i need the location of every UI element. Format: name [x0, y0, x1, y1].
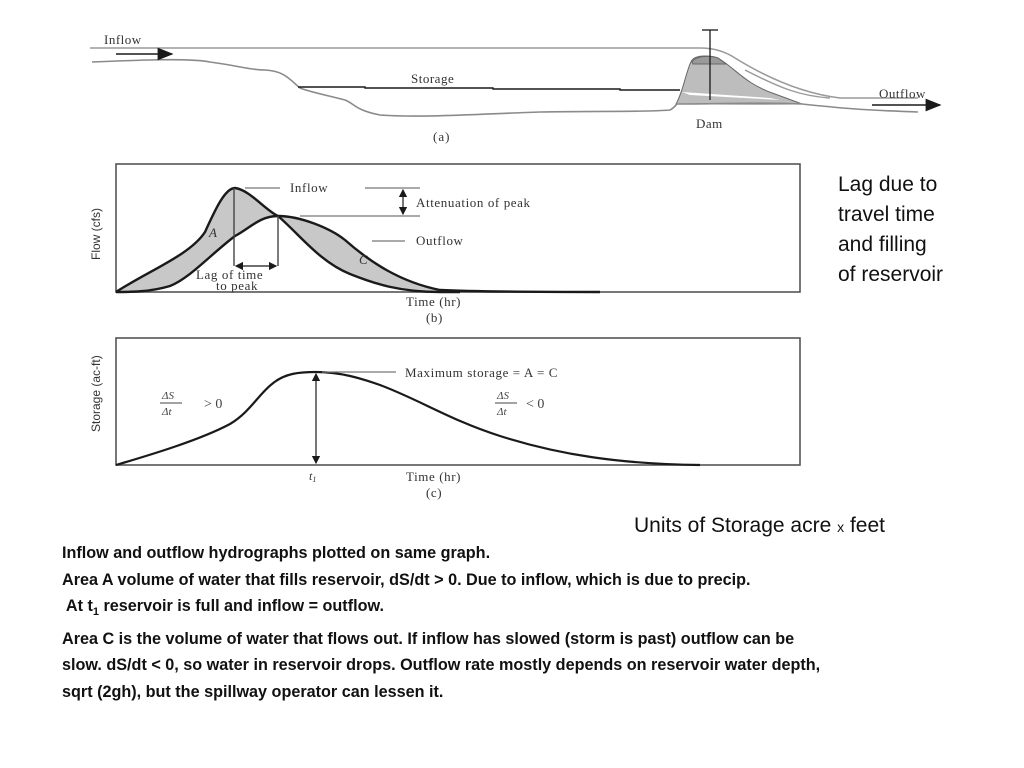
panel-a-reservoir-cross-section [90, 30, 940, 144]
attenuation-label: Attenuation of peak [416, 195, 531, 210]
line3-post: reservoir is full and inflow = outflow. [99, 597, 384, 615]
explanation-line-2: Area A volume of water that fills reservoir, dS/dt > 0. Due to inflow, which is due to precip. [62, 570, 751, 589]
area-a-label: A [209, 225, 217, 240]
units-x: x [837, 519, 845, 535]
storage-units-note [634, 511, 885, 542]
explanation-text [62, 540, 1022, 705]
explanation-line-3 [62, 593, 1022, 626]
panel-a-caption: (a) [433, 129, 451, 144]
rising-den: Δt [162, 406, 172, 418]
rising-rel: > 0 [204, 397, 223, 412]
lag-note-line: travel time [838, 203, 935, 226]
outflow-curve-label: Outflow [416, 233, 464, 248]
lag-note-line: and filling [838, 233, 927, 256]
explanation-line-6: sqrt (2gh), but the spillway operator can lessen it. [62, 682, 444, 701]
area-c-label: C [359, 252, 368, 267]
falling-rate-label [495, 390, 544, 418]
panel-c-caption: (c) [426, 485, 443, 500]
water-surface-line [90, 48, 918, 98]
inflow-label: Inflow [104, 32, 142, 47]
falling-rel: < 0 [526, 397, 545, 412]
falling-num: ΔS [497, 390, 509, 402]
explanation-line-4: Area C is the volume of water that flows out. If inflow has slowed (storm is past) outflow can be [62, 629, 795, 648]
panel-b-x-axis-label: Time (hr) [406, 294, 462, 309]
lag-note-line: of reservoir [838, 263, 944, 286]
panel-b-caption: (b) [426, 310, 443, 325]
panel-c-storage-curve [89, 338, 800, 500]
outflow-label: Outflow [879, 86, 926, 101]
rising-rate-label [160, 390, 222, 418]
rising-num: ΔS [162, 390, 174, 402]
explanation-line-5: slow. dS/dt < 0, so water in reservoir drops. Outflow rate mostly depends on reservoir water depth, [62, 656, 821, 675]
explanation-line-1: Inflow and outflow hydrographs plotted on same graph. [62, 544, 491, 562]
storage-curve [116, 372, 700, 465]
panel-b-hydrograph [89, 164, 800, 325]
lag-label-line2: to peak [216, 278, 259, 293]
dam-label: Dam [696, 116, 723, 131]
storage-level-line [298, 87, 680, 90]
panel-c-x-axis-label: Time (hr) [406, 469, 462, 484]
inflow-curve-label: Inflow [290, 180, 329, 195]
lag-note-line: Lag due to [838, 173, 938, 196]
units-prefix: Units of Storage acre [634, 514, 838, 537]
line3-sub: 1 [92, 606, 99, 619]
falling-den: Δt [497, 406, 507, 418]
panel-c-y-axis-label: Storage (ac-ft) [89, 355, 103, 432]
panel-b-y-axis-label: Flow (cfs) [89, 208, 103, 260]
lag-explanation-note [838, 170, 1018, 290]
units-suffix: feet [844, 514, 885, 537]
lag-label-line1: Lag of time [196, 267, 264, 282]
max-storage-label: Maximum storage = A = C [405, 365, 559, 380]
storage-label: Storage [411, 71, 455, 86]
t1-label: t1 [309, 469, 317, 484]
line3-pre: At t [62, 597, 93, 615]
